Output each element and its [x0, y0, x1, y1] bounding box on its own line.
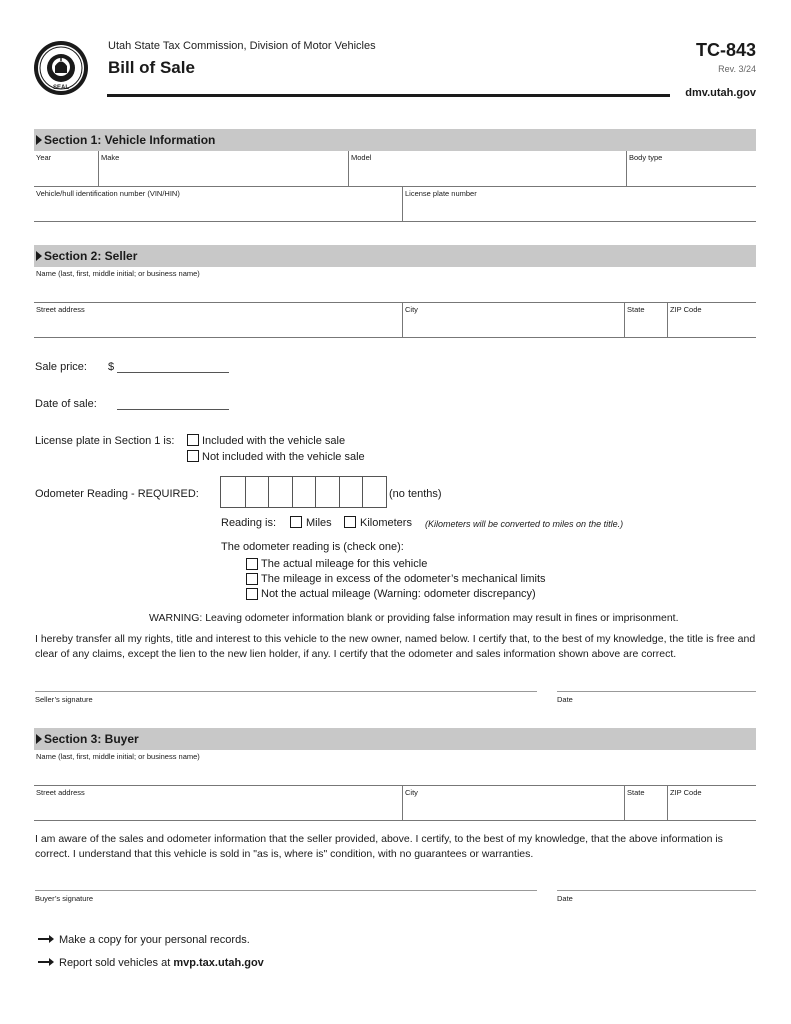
make-label: Make [101, 153, 120, 162]
header-divider [107, 94, 670, 97]
odometer-digit[interactable] [339, 477, 363, 507]
odometer-digit[interactable] [362, 477, 386, 507]
seller-city-field[interactable] [405, 316, 622, 335]
buyer-street-cell [34, 786, 402, 820]
seller-certification: I hereby transfer all my rights, title and interest to this vehicle to the new owner, named below. I certify that, to the best of my knowledge, the title is free and clear of any claims, except the lien to the new lien holder, if any. I certify that the odometer and sales information shown above are correct. [35, 633, 756, 660]
vehicle-row-2 [34, 187, 756, 222]
svg-text:SEAL: SEAL [52, 85, 70, 91]
seller-city-cell [402, 303, 624, 337]
vin-cell [34, 187, 402, 221]
odometer-digit[interactable] [268, 477, 292, 507]
buyer-state-label: State [627, 788, 645, 797]
buyer-date-field[interactable] [557, 890, 756, 891]
vehicle-row-1 [34, 151, 756, 187]
seller-street-field[interactable] [36, 316, 400, 335]
odometer-digit[interactable] [292, 477, 316, 507]
currency-symbol: $ [108, 361, 115, 373]
seller-state-cell [624, 303, 667, 337]
seller-zip-field[interactable] [670, 316, 754, 335]
buyer-city-label: City [405, 788, 418, 797]
actual-mileage-checkbox[interactable] [246, 558, 258, 570]
buyer-certification: I am aware of the sales and odometer information that the seller provided, above. I certify, to the best of my knowledge, that the above information is correct. I understand that this vehicle is sold in "as is, where is" condition, with no guarantees or warranties. [35, 833, 723, 860]
plate-not-included-checkbox[interactable] [187, 450, 199, 462]
year-cell [34, 151, 98, 186]
buyer-zip-label: ZIP Code [670, 788, 702, 797]
odometer-digit[interactable] [315, 477, 339, 507]
seller-state-label: State [627, 305, 645, 314]
check-one-label: The odometer reading is (check one): [221, 541, 404, 553]
make-cell [98, 151, 348, 186]
buyer-city-cell [402, 786, 624, 820]
buyer-city-field[interactable] [405, 799, 622, 818]
date-of-sale-label: Date of sale: [35, 398, 97, 410]
report-link[interactable]: mvp.tax.utah.gov [173, 957, 264, 969]
triangle-right-icon [36, 135, 42, 145]
odometer-input[interactable] [220, 476, 387, 508]
seller-signature-field[interactable] [35, 691, 537, 692]
buyer-zip-cell [667, 786, 756, 820]
seller-zip-label: ZIP Code [670, 305, 702, 314]
model-cell [348, 151, 626, 186]
not-actual-mileage-label: Not the actual mileage (Warning: odometer discrepancy) [261, 588, 536, 600]
seller-zip-cell [667, 303, 756, 337]
body-type-cell [626, 151, 756, 186]
vin-field[interactable] [36, 200, 400, 219]
odometer-label: Odometer Reading - REQUIRED: [35, 488, 199, 500]
buyer-name-label: Name (last, first, middle initial; or business name) [36, 752, 200, 761]
section-1-header [34, 129, 756, 151]
section-2-header [34, 245, 756, 267]
buyer-address-row [34, 786, 756, 821]
seller-name-field[interactable] [36, 280, 754, 300]
kilometers-note: (Kilometers will be converted to miles on the title.) [425, 519, 624, 529]
section-3-header [34, 728, 756, 750]
seller-date-field[interactable] [557, 691, 756, 692]
arrow-right-icon [38, 957, 54, 967]
date-of-sale-field[interactable] [117, 409, 229, 410]
year-label: Year [36, 153, 52, 162]
no-tenths-note: (no tenths) [389, 488, 442, 500]
footer-note-report [59, 957, 264, 969]
reading-is-label: Reading is: [221, 517, 277, 529]
page-title: Bill of Sale [108, 58, 195, 77]
odometer-warning: WARNING: Leaving odometer information blank or providing false information may result in fines or imprisonment. [149, 612, 679, 624]
buyer-zip-field[interactable] [670, 799, 754, 818]
section-2-title: Section 2: Seller [44, 249, 138, 263]
not-actual-mileage-checkbox[interactable] [246, 588, 258, 600]
seller-street-cell [34, 303, 402, 337]
seller-name-cell [34, 267, 756, 302]
buyer-name-row [34, 750, 756, 786]
kilometers-label: Kilometers [360, 517, 412, 529]
seller-date-label: Date [557, 695, 573, 704]
seller-name-label: Name (last, first, middle initial; or business name) [36, 269, 200, 278]
make-field[interactable] [101, 164, 346, 184]
buyer-name-field[interactable] [36, 763, 754, 783]
agency-name: Utah State Tax Commission, Division of Motor Vehicles [108, 40, 376, 52]
seller-street-label: Street address [36, 305, 85, 314]
arrow-right-icon [38, 934, 54, 944]
miles-checkbox[interactable] [290, 516, 302, 528]
body-type-label: Body type [629, 153, 663, 162]
section-1-title: Section 1: Vehicle Information [44, 133, 216, 147]
vin-label: Vehicle/hull identification number (VIN/HIN) [36, 189, 180, 198]
footer-note-copy: Make a copy for your personal records. [59, 934, 250, 946]
odometer-digit[interactable] [221, 477, 245, 507]
actual-mileage-label: The actual mileage for this vehicle [261, 558, 428, 570]
model-field[interactable] [351, 164, 624, 184]
buyer-date-label: Date [557, 894, 573, 903]
odometer-digit[interactable] [245, 477, 269, 507]
plate-field[interactable] [405, 200, 754, 219]
buyer-state-field[interactable] [627, 799, 665, 818]
website-link[interactable]: dmv.utah.gov [685, 87, 756, 99]
excess-mileage-checkbox[interactable] [246, 573, 258, 585]
buyer-name-cell [34, 750, 756, 785]
form-revision: Rev. 3/24 [718, 64, 756, 74]
buyer-signature-field[interactable] [35, 890, 537, 891]
seller-address-row [34, 303, 756, 338]
seller-state-field[interactable] [627, 316, 665, 335]
form-number: TC-843 [695, 40, 756, 60]
sale-price-label: Sale price: [35, 361, 87, 373]
seller-city-label: City [405, 305, 418, 314]
plate-included-label: Included with the vehicle sale [202, 435, 346, 447]
body-type-field[interactable] [629, 164, 754, 184]
year-field[interactable] [36, 164, 96, 184]
buyer-street-field[interactable] [36, 799, 400, 818]
excess-mileage-label: The mileage in excess of the odometer’s mechanical limits [261, 573, 546, 585]
kilometers-checkbox[interactable] [344, 516, 356, 528]
triangle-right-icon [36, 734, 42, 744]
triangle-right-icon [36, 251, 42, 261]
buyer-signature-label: Buyer’s signature [35, 894, 94, 903]
miles-label: Miles [306, 517, 332, 529]
seller-name-row [34, 267, 756, 303]
buyer-state-cell [624, 786, 667, 820]
plate-label: License plate number [405, 189, 477, 198]
buyer-street-label: Street address [36, 788, 85, 797]
plate-included-checkbox[interactable] [187, 434, 199, 446]
state-seal-logo [33, 40, 89, 96]
section-3-title: Section 3: Buyer [44, 732, 139, 746]
plate-question: License plate in Section 1 is: [35, 435, 175, 447]
plate-cell [402, 187, 756, 221]
sale-price-field[interactable] [117, 372, 229, 373]
model-label: Model [351, 153, 372, 162]
plate-not-included-label: Not included with the vehicle sale [202, 451, 365, 463]
footer-report-text: Report sold vehicles at [59, 957, 174, 969]
seller-signature-label: Seller’s signature [35, 695, 93, 704]
